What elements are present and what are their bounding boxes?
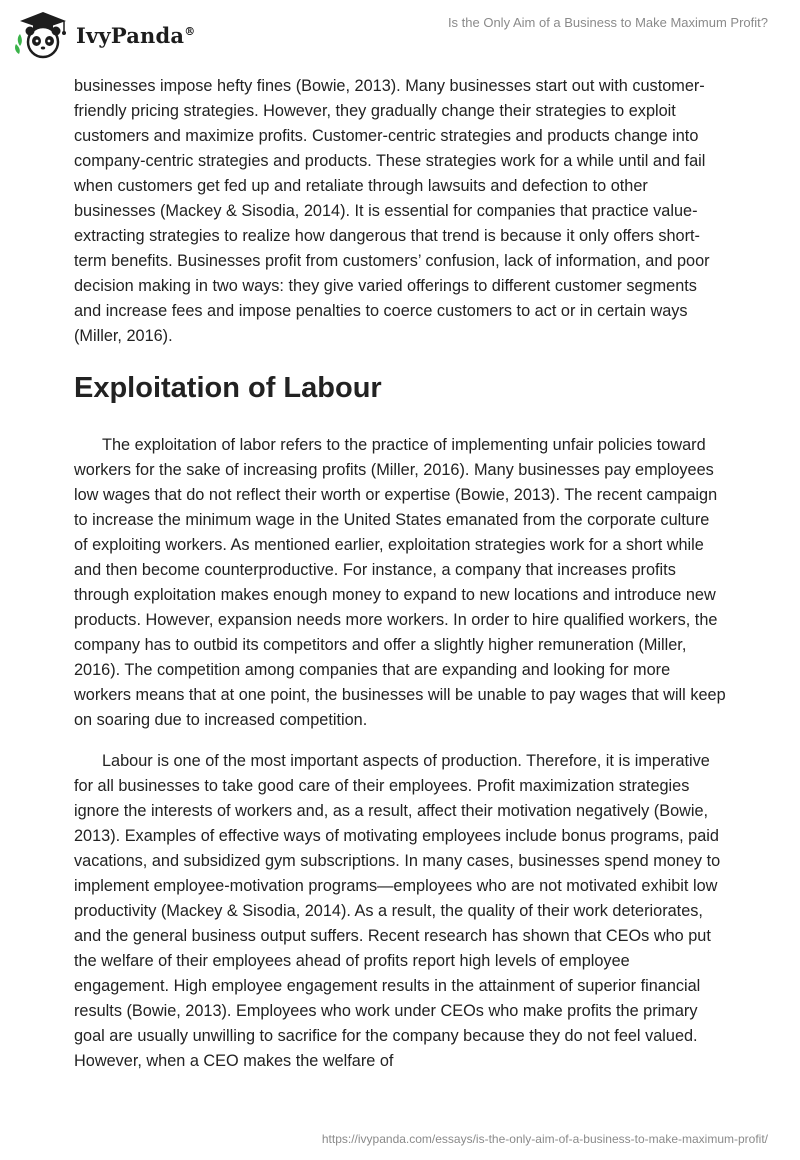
document-title: Is the Only Aim of a Business to Make Maximum Profit? — [447, 15, 768, 30]
brand-name — [76, 23, 195, 48]
registered-mark: ® — [184, 24, 196, 38]
source-url[interactable]: https://ivypanda.com/essays/is-the-only-aim-of-a-business-to-make-maximum-profit/ — [321, 1132, 768, 1146]
section-heading: Exploitation of Labour — [74, 372, 382, 404]
body-paragraph-1: The exploitation of labor refers to the practice of implementing unfair policies toward workers for the sake of increasing profits (Miller, 2016). Many businesses pay employees low wages that do not reflect their worth or expertise (Bowie, 2013). The recent campaign to increase the minimum wage in the United States emanated from the corporate culture of exploiting workers. As mentioned earlier, exploitation strategies work for a short while and then become counterproductive. For instance, a company that increases profits through exploitation makes enough money to expand to new locations and introduce new products. However, expansion needs more workers. In order to hire qualified workers, the company has to outbid its competitors and offer a slightly higher remuneration (Miller, 2016). The competition among companies that are expanding and looking for more workers means that at one point, the businesses will be unable to pay wages that will keep on soaring due to increased competition. — [74, 436, 726, 729]
essay-body — [74, 74, 726, 1090]
intro-paragraph: businesses impose hefty fines (Bowie, 2013). Many businesses start out with customer-friendly pricing strategies. However, they gradually change their strategies to exploit customers and maximize profits. Customer-centric strategies and products change into company-centric strategies and products. These strategies work for a while until and fail when customers get fed up and retaliate through lawsuits and defection to other businesses (Mackey & Sisodia, 2014). It is essential for companies that practice value-extracting strategies to realize how dangerous that trend is because it only offers short-term benefits. Businesses profit from customers’ confusion, lack of information, and poor decision making in two ways: they give varied offerings to different customer segments and increase fees and impose penalties to coerce customers to act or in certain ways (Miller, 2016). — [74, 77, 710, 345]
brand-name-text: IvyPanda — [76, 22, 185, 48]
brand-logo[interactable] — [14, 10, 195, 60]
page-header — [0, 0, 800, 70]
body-paragraph-2: Labour is one of the most important aspects of production. Therefore, it is imperative for all businesses to take good care of their employees. Profit maximization strategies ignore the interests of workers and, as a result, affect their motivation negatively (Bowie, 2013). Examples of effective ways of motivating employees include bonus programs, paid vacations, and subsidized gym subscriptions. In many cases, businesses spend money to implement employee-motivation programs—employees who are not motivated exhibit low productivity (Mackey & Sisodia, 2014). As a result, the quality of their work deteriorates, and the general business output suffers. Recent research has shown that CEOs who put the welfare of their employees ahead of profits report high levels of employee engagement. High employee engagement results in the attainment of superior financial results (Bowie, 2013). Employees who work under CEOs who make profits the primary goal are usually unwilling to sacrifice for the company because they do not feel valued. However, when a CEO makes the welfare of — [74, 752, 721, 1070]
panda-logo-icon — [14, 10, 72, 60]
